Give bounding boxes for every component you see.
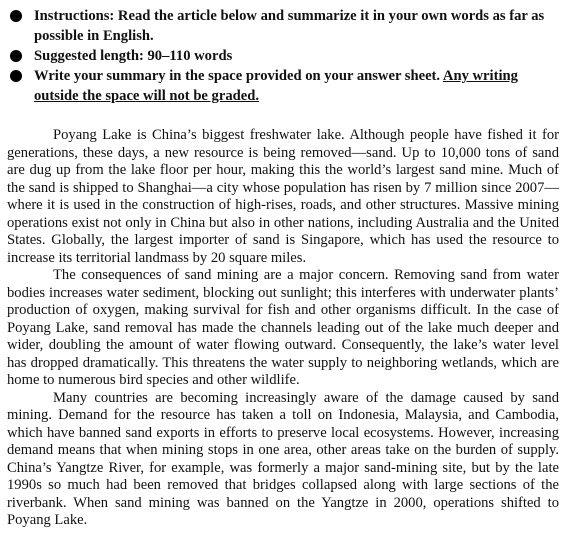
bullet-icon	[10, 50, 22, 62]
instructions-list	[8, 6, 560, 106]
instruction-text: Write your summary in the space provided on your answer sheet.	[34, 68, 443, 84]
article-body	[7, 127, 559, 530]
article-paragraph: Poyang Lake is China’s biggest freshwater lake. Although people have fished it for generations, these days, a new resource is being removed—sand. Up to 10,000 tons of sand are dug up from the lake floor per hour, making this the world’s largest sand mine. Much of the sand is shipped to Shanghai—a city whose population has risen by 7 million since 2007—where it is used in the construction of high-rises, roads, and other structures. Massive mining operations exist not only in China but also in other nations, including Australia and the United States. Globally, the largest importer of sand is Singapore, which has used the resource to increase its territorial landmass by 20 square miles.	[7, 127, 559, 266]
instruction-warning: Any writing outside the space will not be graded.	[34, 68, 518, 104]
instruction-item	[8, 66, 560, 106]
article-paragraph: Many countries are becoming increasingly aware of the damage caused by sand mining. Demand for the resource has taken a toll on Indonesia, Malaysia, and Cambodia, which have banned sand exports in efforts to preserve local ecosystems. However, increasing demand means that when mining stops in one area, other areas take on the burden of supply. China’s Yangtze River, for example, was formerly a major sand-mining site, but by the late 1990s so much had been removed that bridges collapsed along with large sections of the riverbank. When sand mining was banned on the Yangtze in 2000, operations shifted to Poyang Lake.	[7, 389, 559, 528]
article-paragraph: The consequences of sand mining are a major concern. Removing sand from water bodies increases water sediment, blocking out sunlight; this interferes with underwater plants’ production of oxygen, making survival for fish and other organisms difficult. In the case of Poyang Lake, sand removal has made the channels leading out of the lake much deeper and wider, doubling the amount of water flowing outward. Consequently, the lake’s water level has dropped dramatically. This threatens the water supply to neighboring wetlands, which are home to numerous bird species and other wildlife.	[7, 267, 559, 388]
instruction-item	[8, 6, 560, 46]
bullet-icon	[10, 70, 22, 82]
instruction-text: Instructions: Read the article below and summarize it in your own words as far as possible in English.	[34, 8, 545, 44]
instruction-text: Suggested length: 90–110 words	[34, 48, 233, 64]
instruction-item	[8, 46, 560, 66]
bullet-icon	[10, 10, 22, 22]
